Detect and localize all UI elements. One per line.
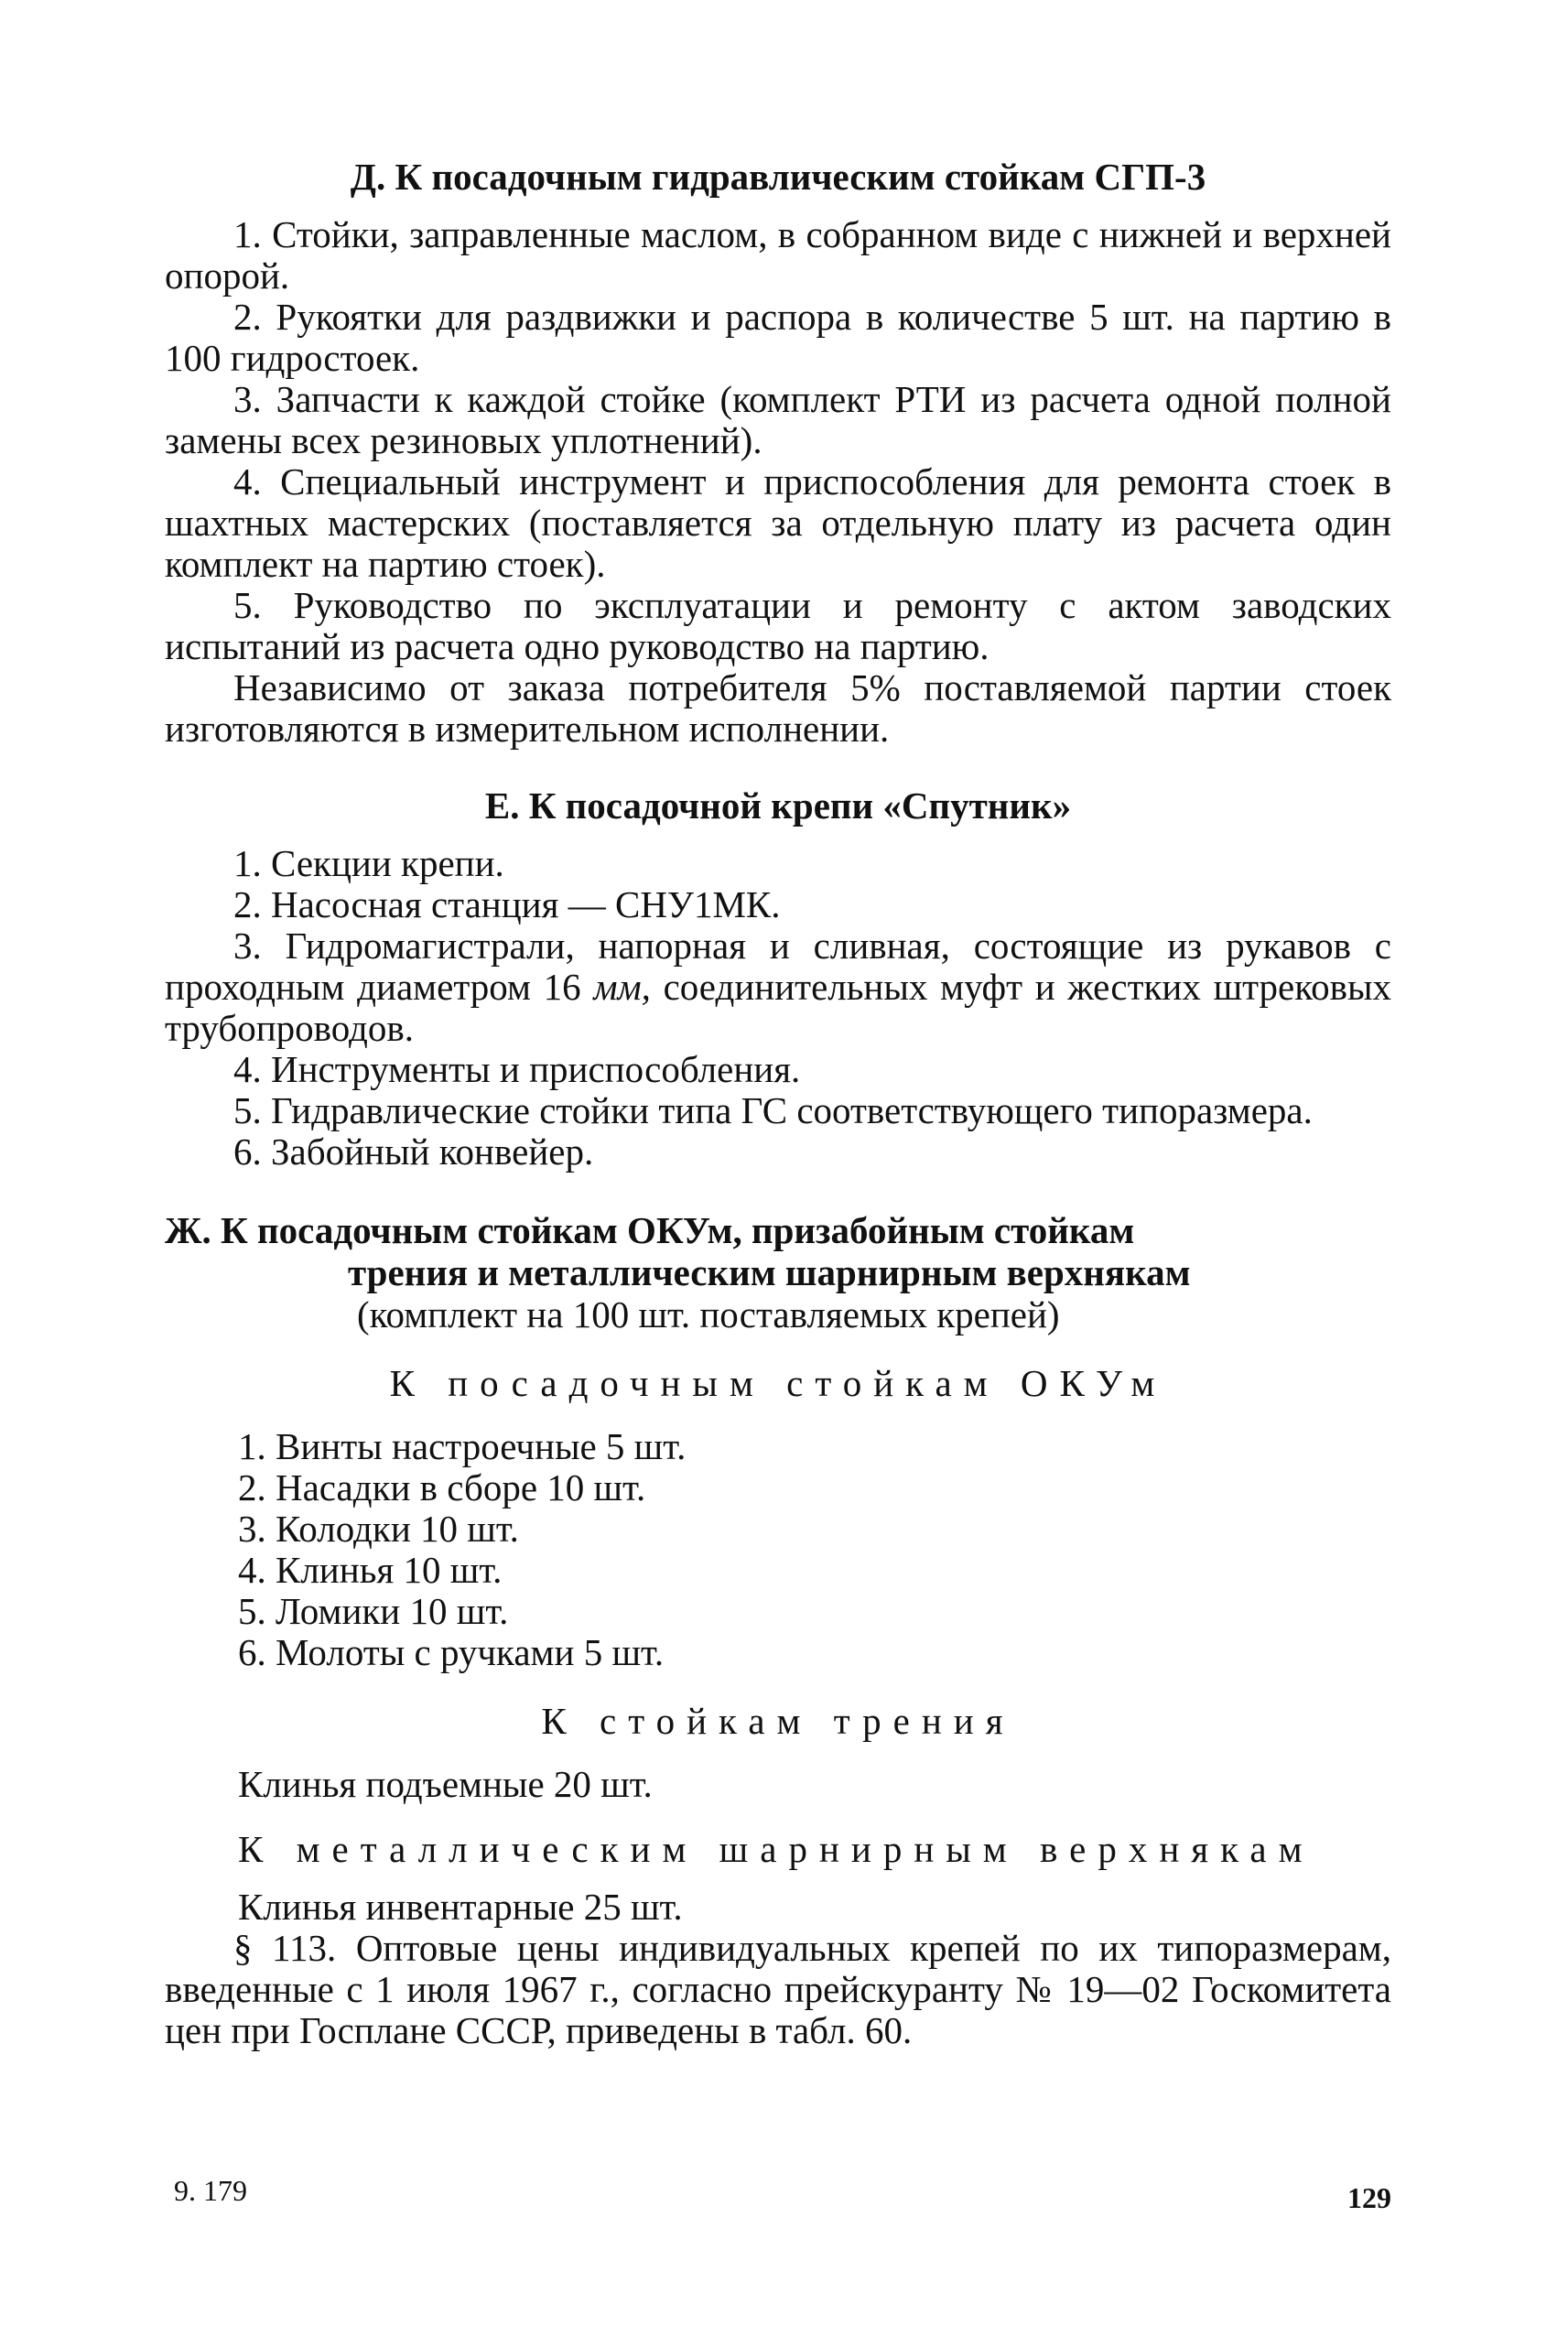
okum-item-4: 4. Клинья 10 шт.	[238, 1549, 503, 1591]
section-e-item-3-unit: мм,	[593, 966, 651, 1008]
section-d-item-3: 3. Запчасти к каждой стойке (комплект РТИ из расчета одной полной замены всех резиновых уплотнений).	[165, 378, 1391, 461]
okum-item-6: 6. Молоты с ручками 5 шт.	[238, 1631, 665, 1673]
paragraph-113: § 113. Оптовые цены индивидуальных крепей по их типоразмерам, введенные с 1 июля 1967 г., согласно прейскуранту № 19—02 Госкомитета цен при Госплане СССР, приведены в табл. 60.	[165, 1927, 1391, 2051]
section-d-note: Независимо от заказа потребителя 5% поставляемой партии стоек изготовляются в измерительном исполнении.	[165, 666, 1391, 750]
section-zh-heading	[165, 1209, 1391, 1336]
printer-signature: 9. 179	[174, 2174, 247, 2207]
section-d-item-5: 5. Руководство по эксплуатации и ремонту с актом заводских испытаний из расчета одно руководство на партию.	[165, 584, 1391, 667]
section-zh-heading-line-1: Ж. К посадочным стойкам ОКУм, призабойным стойкам	[165, 1209, 1135, 1251]
page-number: 129	[1347, 2181, 1391, 2214]
section-d-item-1: 1. Стойки, заправленные маслом, в собранном виде с нижней и верхней опорой.	[165, 213, 1391, 297]
section-e-item-3	[165, 925, 1391, 1049]
page-body	[165, 156, 1391, 2051]
section-zh-heading-line-2: трения и металлическим шарнирным верхнякам	[348, 1251, 1191, 1293]
section-e-item-3-text: 3. Гидромагистрали, напорная и сливная, состоящие из рукавов с проходным диаметром 16	[165, 925, 1391, 1008]
subheading-friction: К стойкам трения	[541, 1700, 1015, 1742]
hinged-item: Клинья инвентарные 25 шт.	[238, 1886, 683, 1928]
okum-list	[165, 1426, 1391, 1673]
friction-item: Клинья подъемные 20 шт.	[238, 1763, 653, 1805]
okum-item-3: 3. Колодки 10 шт.	[238, 1508, 519, 1550]
section-e-item-3-text-end: соединительных муфт и жестких штрековых трубопроводов.	[165, 966, 1391, 1049]
section-e-item-5: 5. Гидравлические стойки типа ГС соответствующего типоразмера.	[233, 1089, 1313, 1131]
section-d-item-4: 4. Специальный инструмент и приспособления для ремонта стоек в шахтных мастерских (поставляется за отдельную плату из расчета один комплект на партию стоек).	[165, 460, 1391, 585]
section-e-item-2: 2. Насосная станция — СНУ1МК.	[233, 883, 781, 925]
section-e-heading: Е. К посадочной крепи «Спутник»	[484, 784, 1072, 827]
section-e-item-4: 4. Инструменты и приспособления.	[233, 1048, 801, 1090]
section-d-item-2: 2. Рукоятки для раздвижки и распора в количестве 5 шт. на партию в 100 гидростоек.	[165, 296, 1391, 379]
subheading-okum: К посадочным стойкам ОКУм	[389, 1362, 1167, 1404]
section-zh-heading-subtitle: (комплект на 100 шт. поставляемых крепей)	[357, 1293, 1060, 1336]
section-d-heading: Д. К посадочным гидравлическим стойкам СГП-3	[350, 156, 1206, 198]
okum-item-1: 1. Винты настроечные 5 шт.	[238, 1425, 687, 1467]
section-e-item-6: 6. Забойный конвейер.	[233, 1130, 594, 1173]
section-e-item-1: 1. Секции крепи.	[233, 842, 504, 884]
okum-item-5: 5. Ломики 10 шт.	[238, 1590, 509, 1632]
subheading-hinged: К металлическим шарнирным верхнякам	[238, 1828, 1314, 1870]
okum-item-2: 2. Насадки в сборе 10 шт.	[238, 1466, 646, 1509]
